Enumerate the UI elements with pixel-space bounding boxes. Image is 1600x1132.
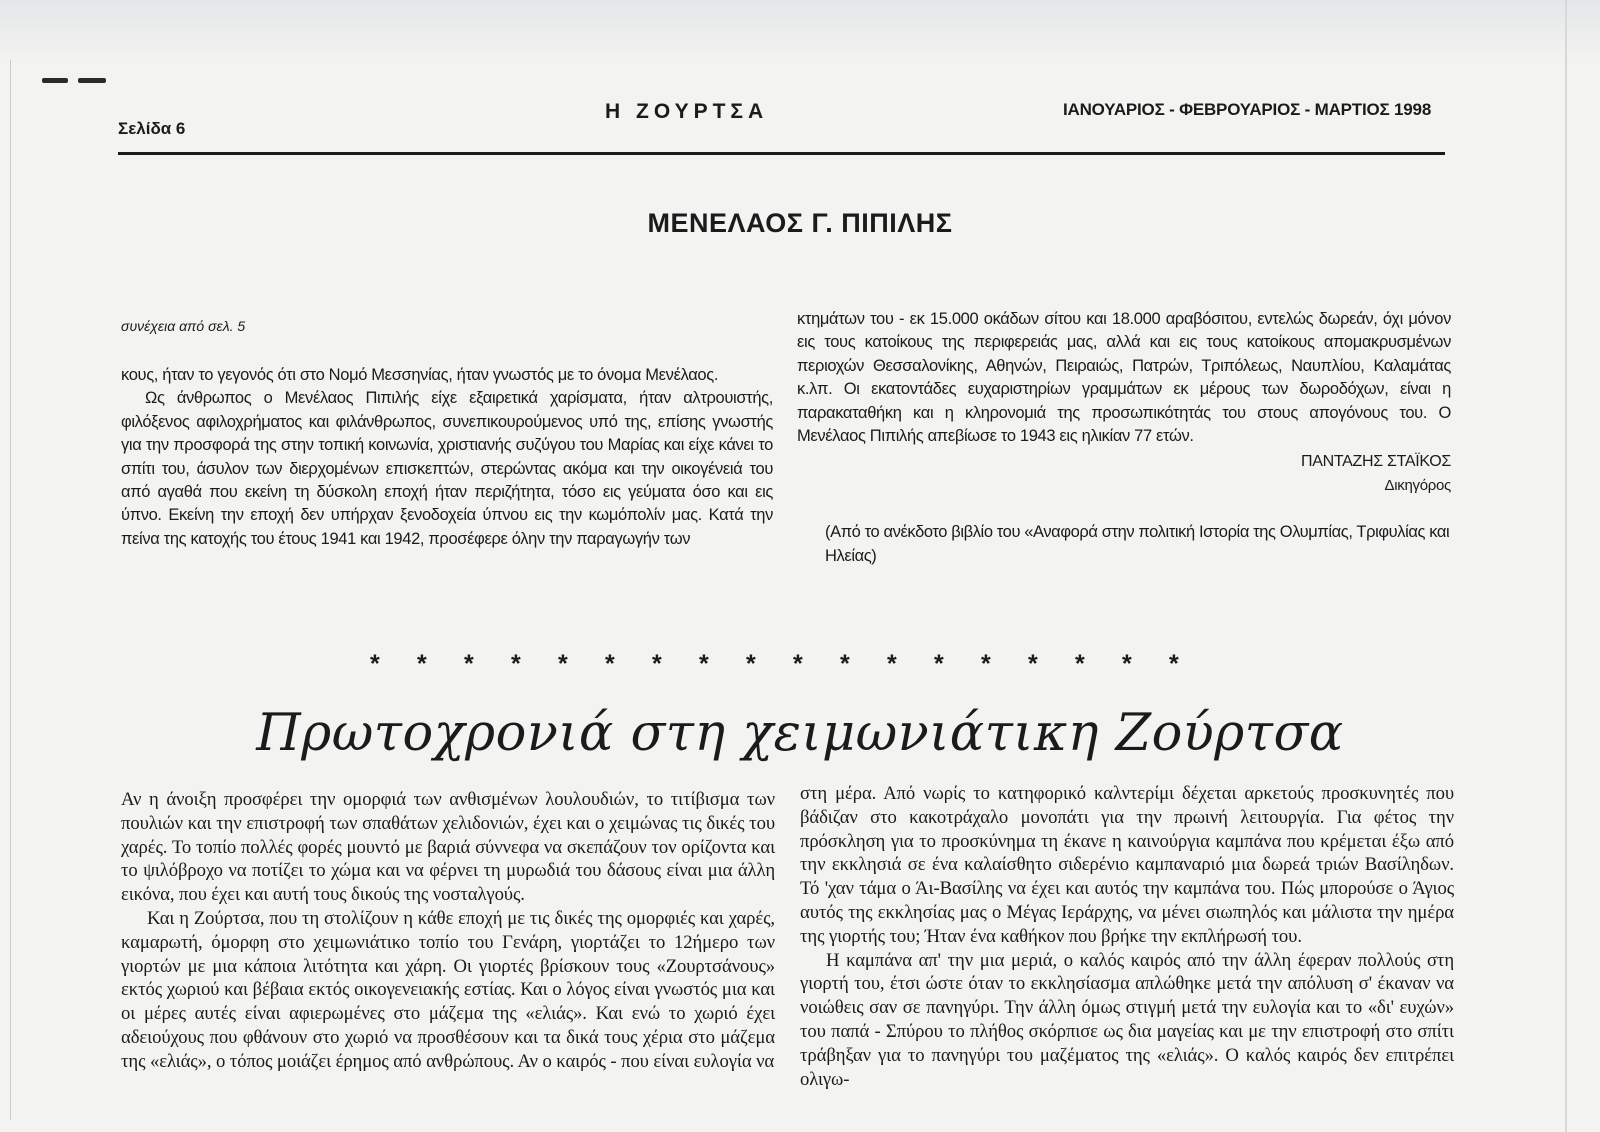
- signature-role: Δικηγόρος: [1384, 477, 1451, 495]
- newspaper-name: Η ΖΟΥΡΤΣΑ: [605, 100, 769, 123]
- separator-star: *: [558, 650, 568, 678]
- separator-star: *: [1122, 650, 1132, 678]
- paragraph: στη μέρα. Από νωρίς το κατηφορικό καλντερίμι δέχεται αρκετούς προσκυνητές που βάδιζαν στο κακοτράχαλο μονοπάτι για την πρωινή λειτουργία. Για φέτος την πρόσκληση για το προσκύνημα τη έκανε η καινούργια καμπάνα που κρέμεται έξω από την εκκλησιά σε ένα καλαίσθητο σιδερένιο καμπαναριό μια δωρεά τριών Βασίληδων. Τό 'χαν τάμα ο Άι-Βασίλης να έχει και αυτός την καμπάνα του. Πώς μπορούσε ο Άγιος αυτός της εκκλησίας μας ο Μέγας Ιεράρχης, να μένει σιωπηλός και μάλιστα την ημέρα της γιορτής του; Ήταν ένα καθήκον που βρήκε την εκπλήρωσή του.: [800, 783, 1454, 947]
- separator-star: *: [511, 650, 521, 678]
- separator-star: *: [605, 650, 615, 678]
- paragraph: Η καμπάνα απ' την μια μεριά, ο καλός καιρός από την άλλη έφεραν πολλούς στη γιορτή του, έτσι ώστε όταν το εκκλησίασμα απλώθηκε μετά την απόλυση σ' έκαναν να νοιώθεις σαν σε πανηγύρι. Την άλλη όμως στιγμή μετά την ευλογία και το «δι' ευχών» του παπά - Σπύρου το πλήθος σκόρπισε ως δια μαγείας και με την επιστροφή στο σπίτι τράβηξαν για το πανηγύρι του μαζέματος της «ελιάς». Ο καλός καιρός δεν επιτρέπει ολιγω-: [800, 949, 1454, 1090]
- separator-star: *: [934, 650, 944, 678]
- paragraph: Ως άνθρωπος ο Μενέλαος Πιπιλής είχε εξαιρετικά χαρίσματα, ήταν αλτρουιστής, φιλόξενος αφιλοχρήματος και φιλάνθρωπος, συνεπικουρούμενος υπό της, επίσης γνωστής για την προσφορά της στην τοπική κοινωνία, χριστιανής συζύγου του Μαρίας και είχε κάνει το σπίτι του, άσυλον των διερχομένων επισκεπτών, στερώντας ακόμα και την οικογένειά του από αγαθά που εκείνη τη δύσκολη εποχή ήταν περιζήτητα, τόσο εις γεύματα όσο και εις ύπνο. Εκείνη την εποχή δεν υπήρχαν ξενοδοχεία ύπνου εις την κωμόπολίν μας. Κατά την πείνα της κατοχής του έτους 1941 και 1942, προσέφερε όλην την παραγωγήν των: [121, 389, 773, 548]
- source-note: (Από το ανέκδοτο βιβλίο του «Αναφορά στην πολιτική Ιστορία της Ολυμπίας, Τριφυλίας και Ηλείας): [825, 523, 1450, 566]
- article2-column-left: [121, 788, 775, 1074]
- separator-star: *: [840, 650, 850, 678]
- separator-star: *: [1075, 650, 1085, 678]
- signature-name: ΠΑΝΤΑΖΗΣ ΣΤΑΪΚΟΣ: [1300, 453, 1451, 471]
- separator-star: *: [1169, 650, 1179, 678]
- paragraph: Αν η άνοιξη προσφέρει την ομορφιά των ανθισμένων λουλουδιών, το τιτίβισμα των πουλιών και την επιστροφή των σπαθάτων χελιδονιών, έχει και ο χειμώνας τις δικές του χαρές. Το τοπίο πολλές φορές μουντό με βαριά σύννεφα να σκεπάζουν τον ορίζοντα και το ψιλόβροχο να ποτίζει το χώμα και να φέρνει τη μυρωδιά του δάσους είναι μια άλλη εικόνα, που έχει και αυτή τους δικούς της νοσταλγούς.: [121, 789, 775, 906]
- separator-star: *: [887, 650, 897, 678]
- separator-star: *: [370, 650, 380, 678]
- separator-star: *: [1028, 650, 1038, 678]
- article2-column-right: [800, 782, 1454, 1091]
- separator-star: *: [417, 650, 427, 678]
- issue-date: ΙΑΝΟΥΑΡΙΟΣ - ΦΕΒΡΟΥΑΡΙΟΣ - ΜΑΡΤΙΟΣ 1998: [1063, 100, 1432, 119]
- page-number: Σελίδα 6: [118, 119, 186, 138]
- paragraph: κους, ήταν το γεγονός ότι στο Νομό Μεσσηνίας, ήταν γνωστός με το όνομα Μενέλαος.: [121, 366, 719, 384]
- paragraph: Και η Ζούρτσα, που τη στολίζουν η κάθε εποχή με τις δικές της ομορφιές και χαρές, καμαρωτή, όμορφη στο χειμωνιάτικο τοπίο του Γενάρη, γιορτάζει το 12ήμερο των γιορτών με μια κάποια λιτότητα και χάρη. Οι γιορτές βρίσκουν τους «Ζουρτσάνους» εκτός χωριού και βέβαια εκτός οικογενειακής εστίας. Και ο λόγος είναι γνωστός μια και οι μέρες αυτές είναι αφιερωμένες στο μάζεμα της «ελιάς». Και ενώ το χωριό έχει αδειούχους που φθάνουν στο χωριό να προσθέσουν και τα δικά τους χέρια στο μάζεμα της «ελιάς», ο τόπος μοιάζει έρημος από ανθρώπους. Αν ο καιρός - που είναι ευλογία να: [121, 907, 775, 1072]
- separator-star: *: [746, 650, 756, 678]
- continuation-note: συνέχεια από σελ. 5: [121, 318, 246, 334]
- separator-star: *: [699, 650, 709, 678]
- separator-star: *: [464, 650, 474, 678]
- separator-star: *: [981, 650, 991, 678]
- author-heading: ΜΕΝΕΛΑΟΣ Γ. ΠΙΠΙΛΗΣ: [647, 208, 953, 238]
- article-title: Πρωτοχρονιά στη χειμωνιάτικη Ζούρτσα: [256, 704, 1344, 763]
- paragraph: κτημάτων του - εκ 15.000 οκάδων σίτου και 18.000 αραβόσιτου, εντελώς δωρεάν, όχι μόνον εις τους κατοίκους της περιφερειάς μας, αλλά και εις τους κατοίκους απομακρυσμένων περιοχών Θεσσαλονίκης, Αθηνών, Πειραιώς, Πατρών, Τριπόλεως, Ναυπλίου, Καλαμάτας κ.λπ. Οι εκατοντάδες ευχαριστηρίων γραμμάτων εκ μέρους των δωροδόχων, είναι η παρακαταθήκη και η κληρονομιά της προσωπικότητάς του στους απογόνους του. Ο Μενέλαος Πιπιλής απεβίωσε το 1943 εις ηλικίαν 77 ετών.: [797, 310, 1451, 446]
- separator-star: *: [652, 650, 662, 678]
- separator-star: *: [793, 650, 803, 678]
